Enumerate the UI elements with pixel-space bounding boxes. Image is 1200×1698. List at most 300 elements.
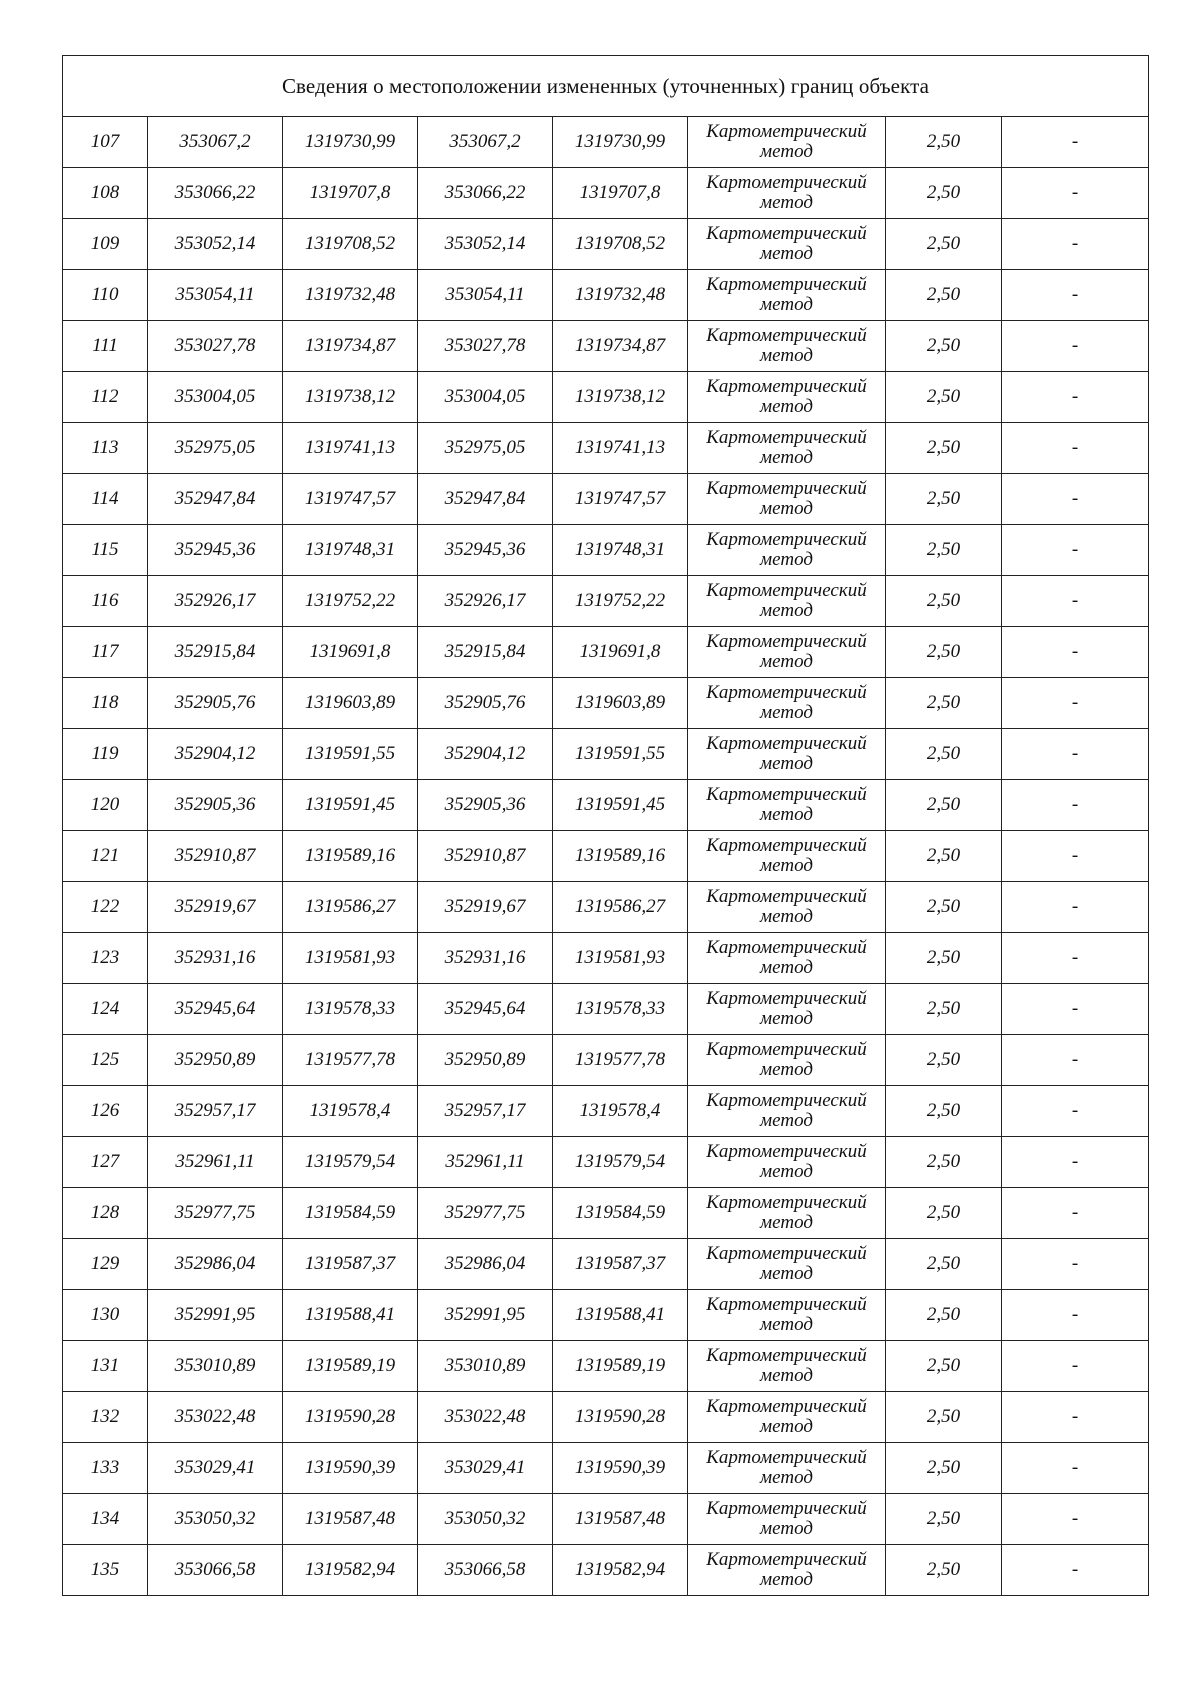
table-row: [63, 1290, 1149, 1341]
point-number-cell: 114: [63, 474, 148, 525]
point-number-cell: 113: [63, 423, 148, 474]
method-line-2: метод: [760, 957, 813, 978]
existing-x-cell: 352926,17: [148, 576, 283, 627]
method-cell: [688, 1392, 886, 1443]
accuracy-cell: 2,50: [886, 1392, 1002, 1443]
refined-x-cell: 352919,67: [418, 882, 553, 933]
accuracy-cell: 2,50: [886, 1443, 1002, 1494]
refined-y-cell: 1319579,54: [553, 1137, 688, 1188]
accuracy-cell: 2,50: [886, 474, 1002, 525]
refined-y-cell: 1319603,89: [553, 678, 688, 729]
table-row: [63, 984, 1149, 1035]
existing-x-cell: 352931,16: [148, 933, 283, 984]
method-line-2: метод: [760, 1059, 813, 1080]
existing-x-cell: 353010,89: [148, 1341, 283, 1392]
refined-y-cell: 1319586,27: [553, 882, 688, 933]
table-row: [63, 1545, 1149, 1596]
table-row: [63, 933, 1149, 984]
method-line-1: Картометрический: [706, 1039, 867, 1060]
method-line-2: метод: [760, 804, 813, 825]
refined-y-cell: 1319708,52: [553, 219, 688, 270]
point-number-cell: 135: [63, 1545, 148, 1596]
accuracy-cell: 2,50: [886, 729, 1002, 780]
method-cell: [688, 1239, 886, 1290]
existing-y-cell: 1319588,41: [283, 1290, 418, 1341]
existing-y-cell: 1319730,99: [283, 117, 418, 168]
point-number-cell: 132: [63, 1392, 148, 1443]
accuracy-cell: 2,50: [886, 627, 1002, 678]
table-title-row: [63, 56, 1149, 117]
refined-y-cell: 1319588,41: [553, 1290, 688, 1341]
existing-y-cell: 1319582,94: [283, 1545, 418, 1596]
existing-y-cell: 1319578,33: [283, 984, 418, 1035]
table-row: [63, 525, 1149, 576]
existing-x-cell: 353054,11: [148, 270, 283, 321]
table-title: Сведения о местоположении измененных (уточненных) границ объекта: [63, 56, 1149, 117]
existing-x-cell: 352915,84: [148, 627, 283, 678]
point-number-cell: 130: [63, 1290, 148, 1341]
method-cell: [688, 321, 886, 372]
refined-x-cell: 353004,05: [418, 372, 553, 423]
note-cell: -: [1002, 1086, 1149, 1137]
refined-x-cell: 352986,04: [418, 1239, 553, 1290]
method-line-1: Картометрический: [706, 1294, 867, 1315]
point-number-cell: 128: [63, 1188, 148, 1239]
point-number-cell: 112: [63, 372, 148, 423]
method-line-1: Картометрический: [706, 580, 867, 601]
existing-x-cell: 352975,05: [148, 423, 283, 474]
accuracy-cell: 2,50: [886, 117, 1002, 168]
refined-y-cell: 1319590,39: [553, 1443, 688, 1494]
note-cell: -: [1002, 474, 1149, 525]
note-cell: -: [1002, 117, 1149, 168]
refined-x-cell: 352915,84: [418, 627, 553, 678]
existing-y-cell: 1319587,37: [283, 1239, 418, 1290]
refined-x-cell: 352947,84: [418, 474, 553, 525]
existing-y-cell: 1319586,27: [283, 882, 418, 933]
refined-y-cell: 1319589,19: [553, 1341, 688, 1392]
note-cell: -: [1002, 882, 1149, 933]
method-line-1: Картометрический: [706, 886, 867, 907]
note-cell: -: [1002, 729, 1149, 780]
accuracy-cell: 2,50: [886, 1188, 1002, 1239]
note-cell: -: [1002, 1239, 1149, 1290]
method-line-2: метод: [760, 855, 813, 876]
refined-x-cell: 352926,17: [418, 576, 553, 627]
table-row: [63, 576, 1149, 627]
table-row: [63, 678, 1149, 729]
method-cell: [688, 1341, 886, 1392]
method-line-1: Картометрический: [706, 1192, 867, 1213]
refined-y-cell: 1319691,8: [553, 627, 688, 678]
existing-x-cell: 353067,2: [148, 117, 283, 168]
refined-y-cell: 1319578,4: [553, 1086, 688, 1137]
table-row: [63, 627, 1149, 678]
refined-x-cell: 353010,89: [418, 1341, 553, 1392]
existing-y-cell: 1319589,19: [283, 1341, 418, 1392]
table-row: [63, 168, 1149, 219]
refined-y-cell: 1319748,31: [553, 525, 688, 576]
accuracy-cell: 2,50: [886, 1290, 1002, 1341]
refined-x-cell: 353029,41: [418, 1443, 553, 1494]
method-line-2: метод: [760, 243, 813, 264]
refined-x-cell: 352957,17: [418, 1086, 553, 1137]
refined-x-cell: 353050,32: [418, 1494, 553, 1545]
method-cell: [688, 1188, 886, 1239]
method-cell: [688, 219, 886, 270]
accuracy-cell: 2,50: [886, 831, 1002, 882]
refined-x-cell: 352977,75: [418, 1188, 553, 1239]
method-cell: [688, 984, 886, 1035]
note-cell: -: [1002, 525, 1149, 576]
method-cell: [688, 1290, 886, 1341]
existing-y-cell: 1319590,39: [283, 1443, 418, 1494]
method-cell: [688, 780, 886, 831]
point-number-cell: 134: [63, 1494, 148, 1545]
method-cell: [688, 1443, 886, 1494]
method-cell: [688, 474, 886, 525]
refined-x-cell: 353067,2: [418, 117, 553, 168]
refined-y-cell: 1319590,28: [553, 1392, 688, 1443]
method-line-1: Картометрический: [706, 784, 867, 805]
note-cell: -: [1002, 627, 1149, 678]
existing-y-cell: 1319584,59: [283, 1188, 418, 1239]
method-line-1: Картометрический: [706, 274, 867, 295]
method-line-2: метод: [760, 702, 813, 723]
accuracy-cell: 2,50: [886, 219, 1002, 270]
method-line-1: Картометрический: [706, 325, 867, 346]
method-cell: [688, 576, 886, 627]
existing-x-cell: 352910,87: [148, 831, 283, 882]
existing-x-cell: 352919,67: [148, 882, 283, 933]
method-line-1: Картометрический: [706, 1345, 867, 1366]
note-cell: -: [1002, 678, 1149, 729]
point-number-cell: 111: [63, 321, 148, 372]
existing-y-cell: 1319579,54: [283, 1137, 418, 1188]
table-row: [63, 1137, 1149, 1188]
refined-x-cell: 352945,64: [418, 984, 553, 1035]
refined-y-cell: 1319582,94: [553, 1545, 688, 1596]
refined-y-cell: 1319587,48: [553, 1494, 688, 1545]
method-line-1: Картометрический: [706, 1141, 867, 1162]
refined-x-cell: 353066,22: [418, 168, 553, 219]
existing-x-cell: 352905,76: [148, 678, 283, 729]
refined-y-cell: 1319577,78: [553, 1035, 688, 1086]
table-body: [63, 56, 1149, 1596]
point-number-cell: 126: [63, 1086, 148, 1137]
method-cell: [688, 882, 886, 933]
refined-x-cell: 353027,78: [418, 321, 553, 372]
table-row: [63, 1035, 1149, 1086]
accuracy-cell: 2,50: [886, 576, 1002, 627]
existing-x-cell: 352977,75: [148, 1188, 283, 1239]
document-page: [62, 55, 1148, 1596]
method-line-1: Картометрический: [706, 376, 867, 397]
note-cell: -: [1002, 1188, 1149, 1239]
refined-y-cell: 1319581,93: [553, 933, 688, 984]
existing-y-cell: 1319589,16: [283, 831, 418, 882]
table-row: [63, 372, 1149, 423]
method-line-1: Картометрический: [706, 1396, 867, 1417]
note-cell: -: [1002, 1443, 1149, 1494]
existing-x-cell: 352957,17: [148, 1086, 283, 1137]
method-cell: [688, 678, 886, 729]
existing-x-cell: 352986,04: [148, 1239, 283, 1290]
existing-y-cell: 1319752,22: [283, 576, 418, 627]
method-line-2: метод: [760, 396, 813, 417]
method-line-1: Картометрический: [706, 223, 867, 244]
point-number-cell: 129: [63, 1239, 148, 1290]
refined-x-cell: 352910,87: [418, 831, 553, 882]
refined-x-cell: 353052,14: [418, 219, 553, 270]
existing-y-cell: 1319590,28: [283, 1392, 418, 1443]
existing-y-cell: 1319738,12: [283, 372, 418, 423]
refined-y-cell: 1319741,13: [553, 423, 688, 474]
accuracy-cell: 2,50: [886, 168, 1002, 219]
accuracy-cell: 2,50: [886, 1035, 1002, 1086]
refined-x-cell: 352991,95: [418, 1290, 553, 1341]
method-cell: [688, 1545, 886, 1596]
accuracy-cell: 2,50: [886, 780, 1002, 831]
point-number-cell: 107: [63, 117, 148, 168]
accuracy-cell: 2,50: [886, 1137, 1002, 1188]
note-cell: -: [1002, 831, 1149, 882]
table-row: [63, 1188, 1149, 1239]
method-line-1: Картометрический: [706, 121, 867, 142]
method-cell: [688, 831, 886, 882]
note-cell: -: [1002, 780, 1149, 831]
method-line-2: метод: [760, 447, 813, 468]
method-line-2: метод: [760, 1263, 813, 1284]
existing-x-cell: 353029,41: [148, 1443, 283, 1494]
existing-y-cell: 1319734,87: [283, 321, 418, 372]
point-number-cell: 131: [63, 1341, 148, 1392]
point-number-cell: 124: [63, 984, 148, 1035]
method-line-2: метод: [760, 1467, 813, 1488]
refined-y-cell: 1319578,33: [553, 984, 688, 1035]
method-line-2: метод: [760, 549, 813, 570]
method-line-2: метод: [760, 1569, 813, 1590]
note-cell: -: [1002, 168, 1149, 219]
method-line-1: Картометрический: [706, 478, 867, 499]
existing-x-cell: 352904,12: [148, 729, 283, 780]
table-row: [63, 1392, 1149, 1443]
method-line-2: метод: [760, 294, 813, 315]
existing-x-cell: 353052,14: [148, 219, 283, 270]
method-line-2: метод: [760, 1518, 813, 1539]
method-cell: [688, 423, 886, 474]
table-row: [63, 1494, 1149, 1545]
note-cell: -: [1002, 321, 1149, 372]
existing-y-cell: 1319577,78: [283, 1035, 418, 1086]
note-cell: -: [1002, 1137, 1149, 1188]
method-line-1: Картометрический: [706, 1447, 867, 1468]
note-cell: -: [1002, 576, 1149, 627]
method-line-2: метод: [760, 498, 813, 519]
existing-x-cell: 352991,95: [148, 1290, 283, 1341]
refined-x-cell: 352904,12: [418, 729, 553, 780]
accuracy-cell: 2,50: [886, 1239, 1002, 1290]
table-row: [63, 780, 1149, 831]
existing-y-cell: 1319591,55: [283, 729, 418, 780]
existing-x-cell: 353066,22: [148, 168, 283, 219]
table-row: [63, 117, 1149, 168]
note-cell: -: [1002, 1494, 1149, 1545]
note-cell: -: [1002, 1035, 1149, 1086]
refined-x-cell: 353054,11: [418, 270, 553, 321]
point-number-cell: 122: [63, 882, 148, 933]
accuracy-cell: 2,50: [886, 372, 1002, 423]
existing-x-cell: 352945,36: [148, 525, 283, 576]
method-line-2: метод: [760, 1008, 813, 1029]
accuracy-cell: 2,50: [886, 1086, 1002, 1137]
method-line-2: метод: [760, 345, 813, 366]
existing-y-cell: 1319708,52: [283, 219, 418, 270]
existing-y-cell: 1319748,31: [283, 525, 418, 576]
accuracy-cell: 2,50: [886, 933, 1002, 984]
refined-y-cell: 1319589,16: [553, 831, 688, 882]
accuracy-cell: 2,50: [886, 1341, 1002, 1392]
refined-y-cell: 1319752,22: [553, 576, 688, 627]
method-line-2: метод: [760, 141, 813, 162]
method-line-1: Картометрический: [706, 682, 867, 703]
refined-x-cell: 352950,89: [418, 1035, 553, 1086]
point-number-cell: 125: [63, 1035, 148, 1086]
existing-y-cell: 1319587,48: [283, 1494, 418, 1545]
note-cell: -: [1002, 1545, 1149, 1596]
accuracy-cell: 2,50: [886, 678, 1002, 729]
existing-y-cell: 1319741,13: [283, 423, 418, 474]
point-number-cell: 110: [63, 270, 148, 321]
accuracy-cell: 2,50: [886, 321, 1002, 372]
accuracy-cell: 2,50: [886, 423, 1002, 474]
method-line-2: метод: [760, 192, 813, 213]
existing-y-cell: 1319732,48: [283, 270, 418, 321]
note-cell: -: [1002, 219, 1149, 270]
method-line-2: метод: [760, 651, 813, 672]
method-line-2: метод: [760, 1161, 813, 1182]
refined-y-cell: 1319730,99: [553, 117, 688, 168]
existing-y-cell: 1319707,8: [283, 168, 418, 219]
point-number-cell: 109: [63, 219, 148, 270]
existing-x-cell: 352905,36: [148, 780, 283, 831]
method-line-1: Картометрический: [706, 1549, 867, 1570]
accuracy-cell: 2,50: [886, 984, 1002, 1035]
method-cell: [688, 1494, 886, 1545]
method-cell: [688, 168, 886, 219]
refined-x-cell: 352961,11: [418, 1137, 553, 1188]
method-line-1: Картометрический: [706, 835, 867, 856]
point-number-cell: 117: [63, 627, 148, 678]
method-line-2: метод: [760, 906, 813, 927]
existing-y-cell: 1319691,8: [283, 627, 418, 678]
method-line-1: Картометрический: [706, 172, 867, 193]
method-line-2: метод: [760, 1110, 813, 1131]
point-number-cell: 118: [63, 678, 148, 729]
method-line-1: Картометрический: [706, 937, 867, 958]
method-cell: [688, 729, 886, 780]
method-cell: [688, 1035, 886, 1086]
refined-x-cell: 352905,36: [418, 780, 553, 831]
refined-y-cell: 1319732,48: [553, 270, 688, 321]
table-row: [63, 1239, 1149, 1290]
method-cell: [688, 525, 886, 576]
boundary-coordinates-table: [62, 55, 1149, 1596]
method-line-2: метод: [760, 1212, 813, 1233]
refined-y-cell: 1319747,57: [553, 474, 688, 525]
refined-y-cell: 1319587,37: [553, 1239, 688, 1290]
accuracy-cell: 2,50: [886, 270, 1002, 321]
point-number-cell: 120: [63, 780, 148, 831]
refined-x-cell: 352945,36: [418, 525, 553, 576]
method-line-1: Картометрический: [706, 427, 867, 448]
method-line-2: метод: [760, 600, 813, 621]
method-line-1: Картометрический: [706, 529, 867, 550]
accuracy-cell: 2,50: [886, 1494, 1002, 1545]
method-line-1: Картометрический: [706, 1498, 867, 1519]
note-cell: -: [1002, 270, 1149, 321]
note-cell: -: [1002, 1341, 1149, 1392]
accuracy-cell: 2,50: [886, 1545, 1002, 1596]
existing-x-cell: 353004,05: [148, 372, 283, 423]
point-number-cell: 115: [63, 525, 148, 576]
method-cell: [688, 1086, 886, 1137]
table-row: [63, 423, 1149, 474]
note-cell: -: [1002, 984, 1149, 1035]
refined-x-cell: 352931,16: [418, 933, 553, 984]
accuracy-cell: 2,50: [886, 525, 1002, 576]
note-cell: -: [1002, 423, 1149, 474]
method-line-2: метод: [760, 1416, 813, 1437]
existing-x-cell: 352947,84: [148, 474, 283, 525]
existing-x-cell: 352950,89: [148, 1035, 283, 1086]
method-line-1: Картометрический: [706, 733, 867, 754]
table-row: [63, 831, 1149, 882]
point-number-cell: 127: [63, 1137, 148, 1188]
note-cell: -: [1002, 1290, 1149, 1341]
point-number-cell: 133: [63, 1443, 148, 1494]
method-line-1: Картометрический: [706, 1243, 867, 1264]
existing-x-cell: 352961,11: [148, 1137, 283, 1188]
method-cell: [688, 627, 886, 678]
table-row: [63, 270, 1149, 321]
refined-x-cell: 353066,58: [418, 1545, 553, 1596]
method-cell: [688, 1137, 886, 1188]
method-cell: [688, 933, 886, 984]
existing-y-cell: 1319591,45: [283, 780, 418, 831]
table-row: [63, 1341, 1149, 1392]
method-line-2: метод: [760, 1365, 813, 1386]
refined-y-cell: 1319584,59: [553, 1188, 688, 1239]
method-line-2: метод: [760, 1314, 813, 1335]
table-row: [63, 1443, 1149, 1494]
refined-y-cell: 1319707,8: [553, 168, 688, 219]
table-row: [63, 1086, 1149, 1137]
existing-x-cell: 352945,64: [148, 984, 283, 1035]
refined-y-cell: 1319591,45: [553, 780, 688, 831]
method-cell: [688, 117, 886, 168]
table-row: [63, 729, 1149, 780]
point-number-cell: 123: [63, 933, 148, 984]
existing-y-cell: 1319578,4: [283, 1086, 418, 1137]
point-number-cell: 121: [63, 831, 148, 882]
refined-y-cell: 1319734,87: [553, 321, 688, 372]
method-line-1: Картометрический: [706, 988, 867, 1009]
method-line-2: метод: [760, 753, 813, 774]
method-line-1: Картометрический: [706, 1090, 867, 1111]
existing-x-cell: 353022,48: [148, 1392, 283, 1443]
existing-y-cell: 1319603,89: [283, 678, 418, 729]
